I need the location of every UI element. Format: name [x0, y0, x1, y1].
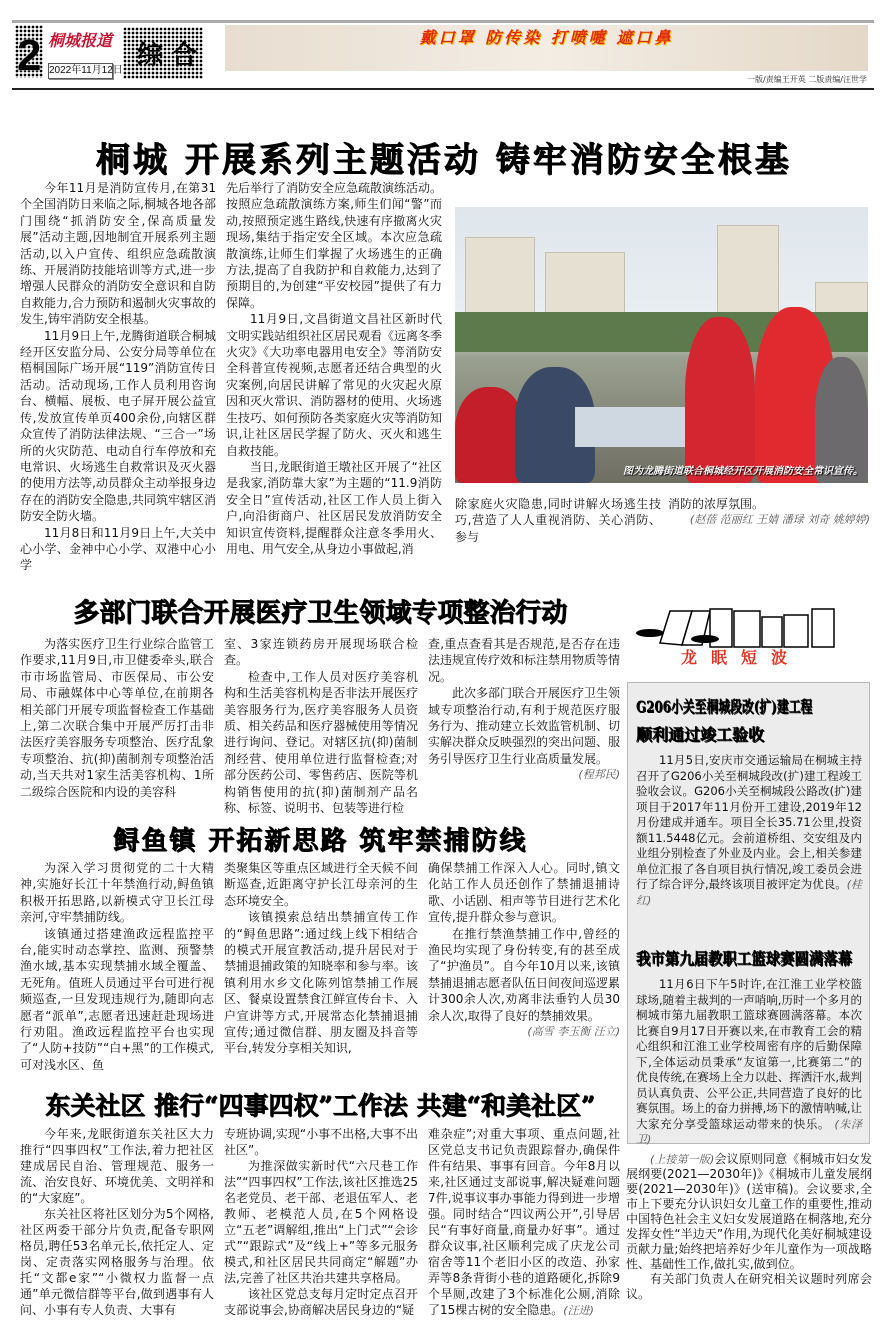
paragraph-text: 会议原则同意《桐城市妇女发展纲要(2021—2030年)》《桐城市儿童发展纲要(2021—2030年)》(送审稿)。会议要求,全市上下要充分认识妇女儿童工作的重要性,推动中国特色社会主义妇女发展道路在桐落地,充分发挥女性“半边天”作用,为现代化美好桐城建设贡献力量;始终把培养好少年儿童作为一项战略性、基础性工作,做扎实,做到位。 — [626, 1152, 872, 1271]
paragraph — [428, 1126, 620, 1319]
brief2-byline: (朱泽卫) — [636, 1117, 863, 1146]
continued-label: (上接第一版) — [650, 1153, 715, 1166]
photo-building — [717, 225, 779, 315]
paragraph: 消防的浓厚氛围。 — [668, 497, 765, 511]
brief1-body-wrap — [636, 753, 862, 908]
article1-byline: (赵蓓 范丽红 王婧 潘琭 刘奇 姚婷婷) — [689, 513, 870, 527]
paragraph: 该社区党总支每月定时定点召开支部说事会,协商解决居民身边的“疑 — [224, 1287, 418, 1317]
article2-column-2 — [224, 636, 418, 816]
slogan-banner: 戴口罩 防传染 打喷嚏 遮口鼻 — [225, 25, 868, 71]
continued-article — [626, 1152, 872, 1302]
article3-column-2 — [224, 860, 418, 1057]
column-logo — [630, 603, 852, 665]
article4-column-1 — [20, 1126, 214, 1318]
article1-headline: 桐城 开展系列主题活动 铸牢消防安全根基 — [95, 140, 792, 180]
paragraph: 室、3家连锁药房开展现场联合检查。 — [224, 637, 418, 668]
city-skyline-icon — [630, 603, 852, 665]
brief1-body — [636, 753, 862, 908]
brief2-title: 我市第九届教职工篮球赛圆满落幕 — [636, 949, 853, 968]
paragraph: 今年来,龙眠街道东关社区大力推行“四事四权”工作法,着力把社区建成居民自治、管理规范、服务一流、治安良好、环境优美、文明祥和的“大家庭”。 — [20, 1127, 214, 1205]
section-block — [123, 27, 206, 79]
brief2 — [636, 945, 862, 1148]
paragraph: 查,重点查看其是否规范,是否存在违法违规宣传疗效和标注禁用物质等情况。 — [428, 637, 621, 684]
paragraph: 为落实医疗卫生行业综合监管工作要求,11月9日,市卫健委牵头,联合市市场监管局、市医保局、市公安局、市融媒体中心等单位,在前期各相关部门开展专项监督检查工作基础上,第二次联合集中开展严厉打击非法医疗美容服务专项整治、医疗乱象专项整治、抗(抑)菌制剂专项整治活动,当天共对1家生活美容机构、1所二级综合医院和内设的美容科 — [20, 637, 214, 799]
paragraph: 该镇摸索总结出禁捕宣传工作的“鲟鱼思路”:通过线上线下相结合的模式开展宣教活动,提升居民对于禁捕退捕政策的知晓率和参与率。该镇利用水乡文化陈列馆禁捕工作展区、餐桌设置禁食江鲜宣传台卡、入户宣讲等方式,开展常态化禁捕退捕宣传;通过微信群、朋友圈及抖音等平台,转发分享相关知识, — [224, 910, 418, 1056]
paragraph — [626, 1152, 872, 1272]
article2-column-3 — [428, 636, 620, 784]
paragraph: 11月9日,文昌街道文昌社区新时代文明实践站组织社区居民观看《远离冬季火灾》《大功率电器用电安全》等消防安全科普宣传视频,志愿者还结合典型的火灾案例,向居民讲解了常见的火灾起火原因和灭火常识、消防器材的使用、火场逃生技巧、如何预防各类家庭火灾等消防知识,让社区居民学握了防火、灭火和逃生自救技能。 — [226, 312, 443, 458]
column-name: 龙眠短波 — [680, 648, 802, 665]
brief2-body — [636, 977, 862, 1148]
paragraph: 该镇通过搭建渔政远程监控平台,能实时动态掌控、监测、预警禁渔水域,基本实现禁捕水域全覆盖、无死角。值班人员通过平台可进行视频巡查,一旦发现违规行为,随即向志愿者“派单”,志愿者迅速赶赴现场进行劝阻。渔政远程监控平台也实现了“人防+技防”“白+黑”的工作模式,可对浅水区、鱼 — [20, 926, 214, 1072]
brief2-body-wrap — [636, 977, 862, 1148]
masthead-rule — [12, 88, 874, 90]
paragraph-text: 难杂症”;对重大事项、重点问题,社区党总支书记负责跟踪督办,确保件件有结果、事事有回音。今年8月以来,社区通过支部说事,解决疑难问题7件,说事议事办事能力得到进一步增强。同时结合“四议两公开”,引导居民“有事好商量,商量办好事”。通过群众议事,社区顺利完成了庆龙公司宿舍等11个老旧小区的改造、孙家弄等8条背街小巷的道路硬化,拆除9个旱厕,改建了3个标准化公厕,消除了15棵古树的安全隐患。 — [428, 1127, 620, 1317]
article2-byline: (程邦民) — [578, 768, 620, 782]
article3-column-1 — [20, 860, 214, 1073]
paragraph: 在推行禁渔禁捕工作中,曾经的渔民均实现了身份转变,有的甚至成了“护渔员”。自今年10月以来,该镇禁捕退捕志愿者队伍日间夜间巡逻累计300余人次,劝离非法垂钓人员30余人次,取得了良好的禁捕效果。 — [428, 926, 621, 1023]
brief2-text: 11月6日下午5时许,在江淮工业学校篮球场,随着主裁判的一声哨响,历时一个多月的桐城市第九届教职工篮球赛圆满落幕。本次比赛自9月17日开赛以来,在市教育工会的精心组织和江淮工业学校周密有序的后勤保障下,全体运动员秉承“友谊第一,比赛第二”的优良传统,在赛场上全力以赴、挥洒汗水,裁判员认真负责、公平公正,共同营造了良好的比赛氛围。场上的奋力拼搏,场下的激情呐喊,让大家充分享受篮球运动带来的快乐。 — [636, 977, 862, 1131]
paragraph: 除家庭火灾隐患,同时讲解火场逃生技巧,营造了人人重视消防、关心消防、参与 — [455, 497, 661, 544]
paragraph: 当日,龙眠街道王墩社区开展了“社区是我家,消防靠大家”为主题的“11.9消防安全日”宣传活动,社区工作人员上街入户,向沿街商户、社区居民发放消防安全知识宣传资料,提醒群众注意冬季用火、用电、用气安全,从身边小事做起,消 — [226, 459, 442, 556]
article1-column-1 — [20, 180, 216, 574]
page-number: 2 — [17, 31, 42, 80]
issue-date: 2022年11月12日 — [48, 63, 113, 79]
brief1-byline: (桂红) — [636, 878, 862, 907]
article4-headline: 东关社区 推行“四事四权”工作法 共建“和美社区” — [45, 1091, 595, 1120]
paragraph: 11月8日和11月9日上午,大关中心小学、金神中心小学、双港中心小学 — [20, 525, 216, 573]
article1-column-3 — [455, 496, 661, 545]
paragraph: 专班协调,实现“小事不出格,大事不出社区”。 — [224, 1127, 418, 1157]
paragraph: 今年11月是消防宣传月,在第31个全国消防日来临之际,桐城各地各部门围绕“抓消防安全,保高质量发展”活动主题,因地制宜开展系列主题活动,以入户宣传、组织应急疏散演练、开展消防技能培训等方式,进一步增强人民群众的消防安全意识和自防自救能力,合力预防和遏制火灾事故的发生,铸牢消防安全根基。 — [20, 181, 216, 327]
paragraph: 检查中,工作人员对医疗美容机构和生活美容机构是否非法开展医疗美容服务行为,医疗美容服务人员资质、相关药品和医疗器械使用等情况进行询问、登记。对辖区抗(抑)菌制剂经营、使用单位进行监督检查;对部分医药公司、零售药店、医院等机构销售使用的抗(抑)菌制剂产品名称、标签、说明书、包装等进行检 — [224, 669, 418, 816]
news-photo — [455, 207, 868, 483]
page-number-block — [15, 25, 43, 78]
article4-byline: (汪进) — [563, 1304, 594, 1317]
article2-column-1 — [20, 636, 214, 800]
paragraph: 确保禁捕工作深入人心。同时,镇文化站工作人员还创作了禁捕退捕诗歌、小话剧、相声等节目进行艺术化宣传,提升群众参与意识。 — [428, 861, 621, 925]
article3-headline: 鲟鱼镇 开拓新思路 筑牢禁捕防线 — [112, 826, 528, 856]
article4-column-2 — [224, 1126, 418, 1318]
article1-column-4 — [668, 496, 870, 529]
article4-column-3 — [428, 1126, 620, 1319]
photo-person — [685, 317, 755, 483]
paragraph: 有关部门负责人在研究相关议题时列席会议。 — [626, 1272, 872, 1301]
paragraph: 此次多部门联合开展医疗卫生领域专项整治行动,有利于规范医疗服务行为、推动建立长效监管机制、切实解决群众反映强烈的突出问题、服务引导医疗卫生行业高质量发展。 — [428, 686, 621, 766]
paragraph: 11月9日上午,龙腾街道联合桐城经开区安监分局、公安分局等单位在梧桐国际广场开展“119”消防宣传日活动。活动现场,工作人员利用咨询台、横幅、展板、电子屏开展公益宣传,发放宣传单页400余份,向辖区群众宣传了消防法律法规、“三合一”场所的火灾防范、电动自行车停放和充电常识、火场逃生自救常识及灭火器的使用方法等,动员群众主动举报身边存在的消防安全隐患,共同筑牢辖区消防安全防火墙。 — [20, 328, 216, 524]
paragraph: 为推深做实新时代“六尺巷工作法”“四事四权”工作法,该社区推选25名老党员、老干部、老退伍军人、老教师、老模范人员,在5个网格设立“五老”调解组,推出“上门式”“会诊式”“跟踪式”及“线上+”等多元服务模式,和社区居民共同商定“解题”办法,完善了社区共治共建共享格局。 — [224, 1159, 418, 1285]
top-rule — [12, 20, 874, 23]
article1-column-2 — [226, 180, 442, 557]
article2-headline: 多部门联合开展医疗卫生领域专项整治行动 — [72, 598, 567, 628]
brief1-title-line2: 顺利通过竣工验收 — [636, 725, 765, 744]
photo-caption: 图为龙腾街道联合桐城经开区开展消防安全常识宣传。 — [623, 466, 863, 477]
editors-credit: 一版/责编王开英 二版责编/汪世学 — [747, 75, 867, 84]
article3-column-3 — [428, 860, 620, 1040]
paragraph: 东关社区将社区划分为5个网格,社区两委干部分片负责,配备专职网格员,聘任53名单元长,依托定人、定岗、定责落实网格服务与治理。依托“文都e家”“小微权力监督一点通”单元微信群等平台,做到遇事有人问、小事有专人负责、大事有 — [20, 1207, 214, 1317]
brief1 — [636, 693, 862, 908]
paragraph: 为深入学习贯彻党的二十大精神,实施好长江十年禁渔行动,鲟鱼镇积极开拓思路,以新模式守卫长江母亲河,守牢禁捕防线。 — [20, 861, 214, 925]
paper-logo: 桐城报道 — [48, 31, 113, 50]
news-briefs-box — [627, 682, 870, 1144]
paragraph: 类聚集区等重点区域进行全天候不间断巡查,近距离守护长江母亲河的生态环境安全。 — [224, 861, 418, 908]
brief1-title-line1: G206小关至桐城段改(扩)建工程 — [636, 697, 813, 716]
paragraph: 先后举行了消防安全应急疏散演练活动。按照应急疏散演练方案,师生们闻“警”而动,按照预定逃生路线,快速有序撤离火灾现场,集结于指定安全区域。本次应急疏散演练,让师生们掌握了火场逃生的正确方法,提高了自我防护和自救能力,达到了预期目的,为创建“平安校园”提供了有力保障。 — [226, 181, 443, 310]
article3-byline: (高雪 李玉衡 汪立) — [527, 1025, 620, 1039]
brief1-text: 11月5日,安庆市交通运输局在桐城主持召开了G206小关至桐城段改(扩)建工程竣工验收会议。G206小关至桐城段公路改(扩)建项目于2017年11月份开工建设,2019年12月份建成并通车。项目全长35.71公里,投资额11.5448亿元。会前道桥组、交安组及内业组分别检查了外业及内业。会上,相关参建单位汇报了各自项目执行情况,竣工委员会进行了综合评分,最终该项目被评定为优良。 — [636, 753, 862, 891]
section-name: 综合 — [137, 41, 206, 71]
